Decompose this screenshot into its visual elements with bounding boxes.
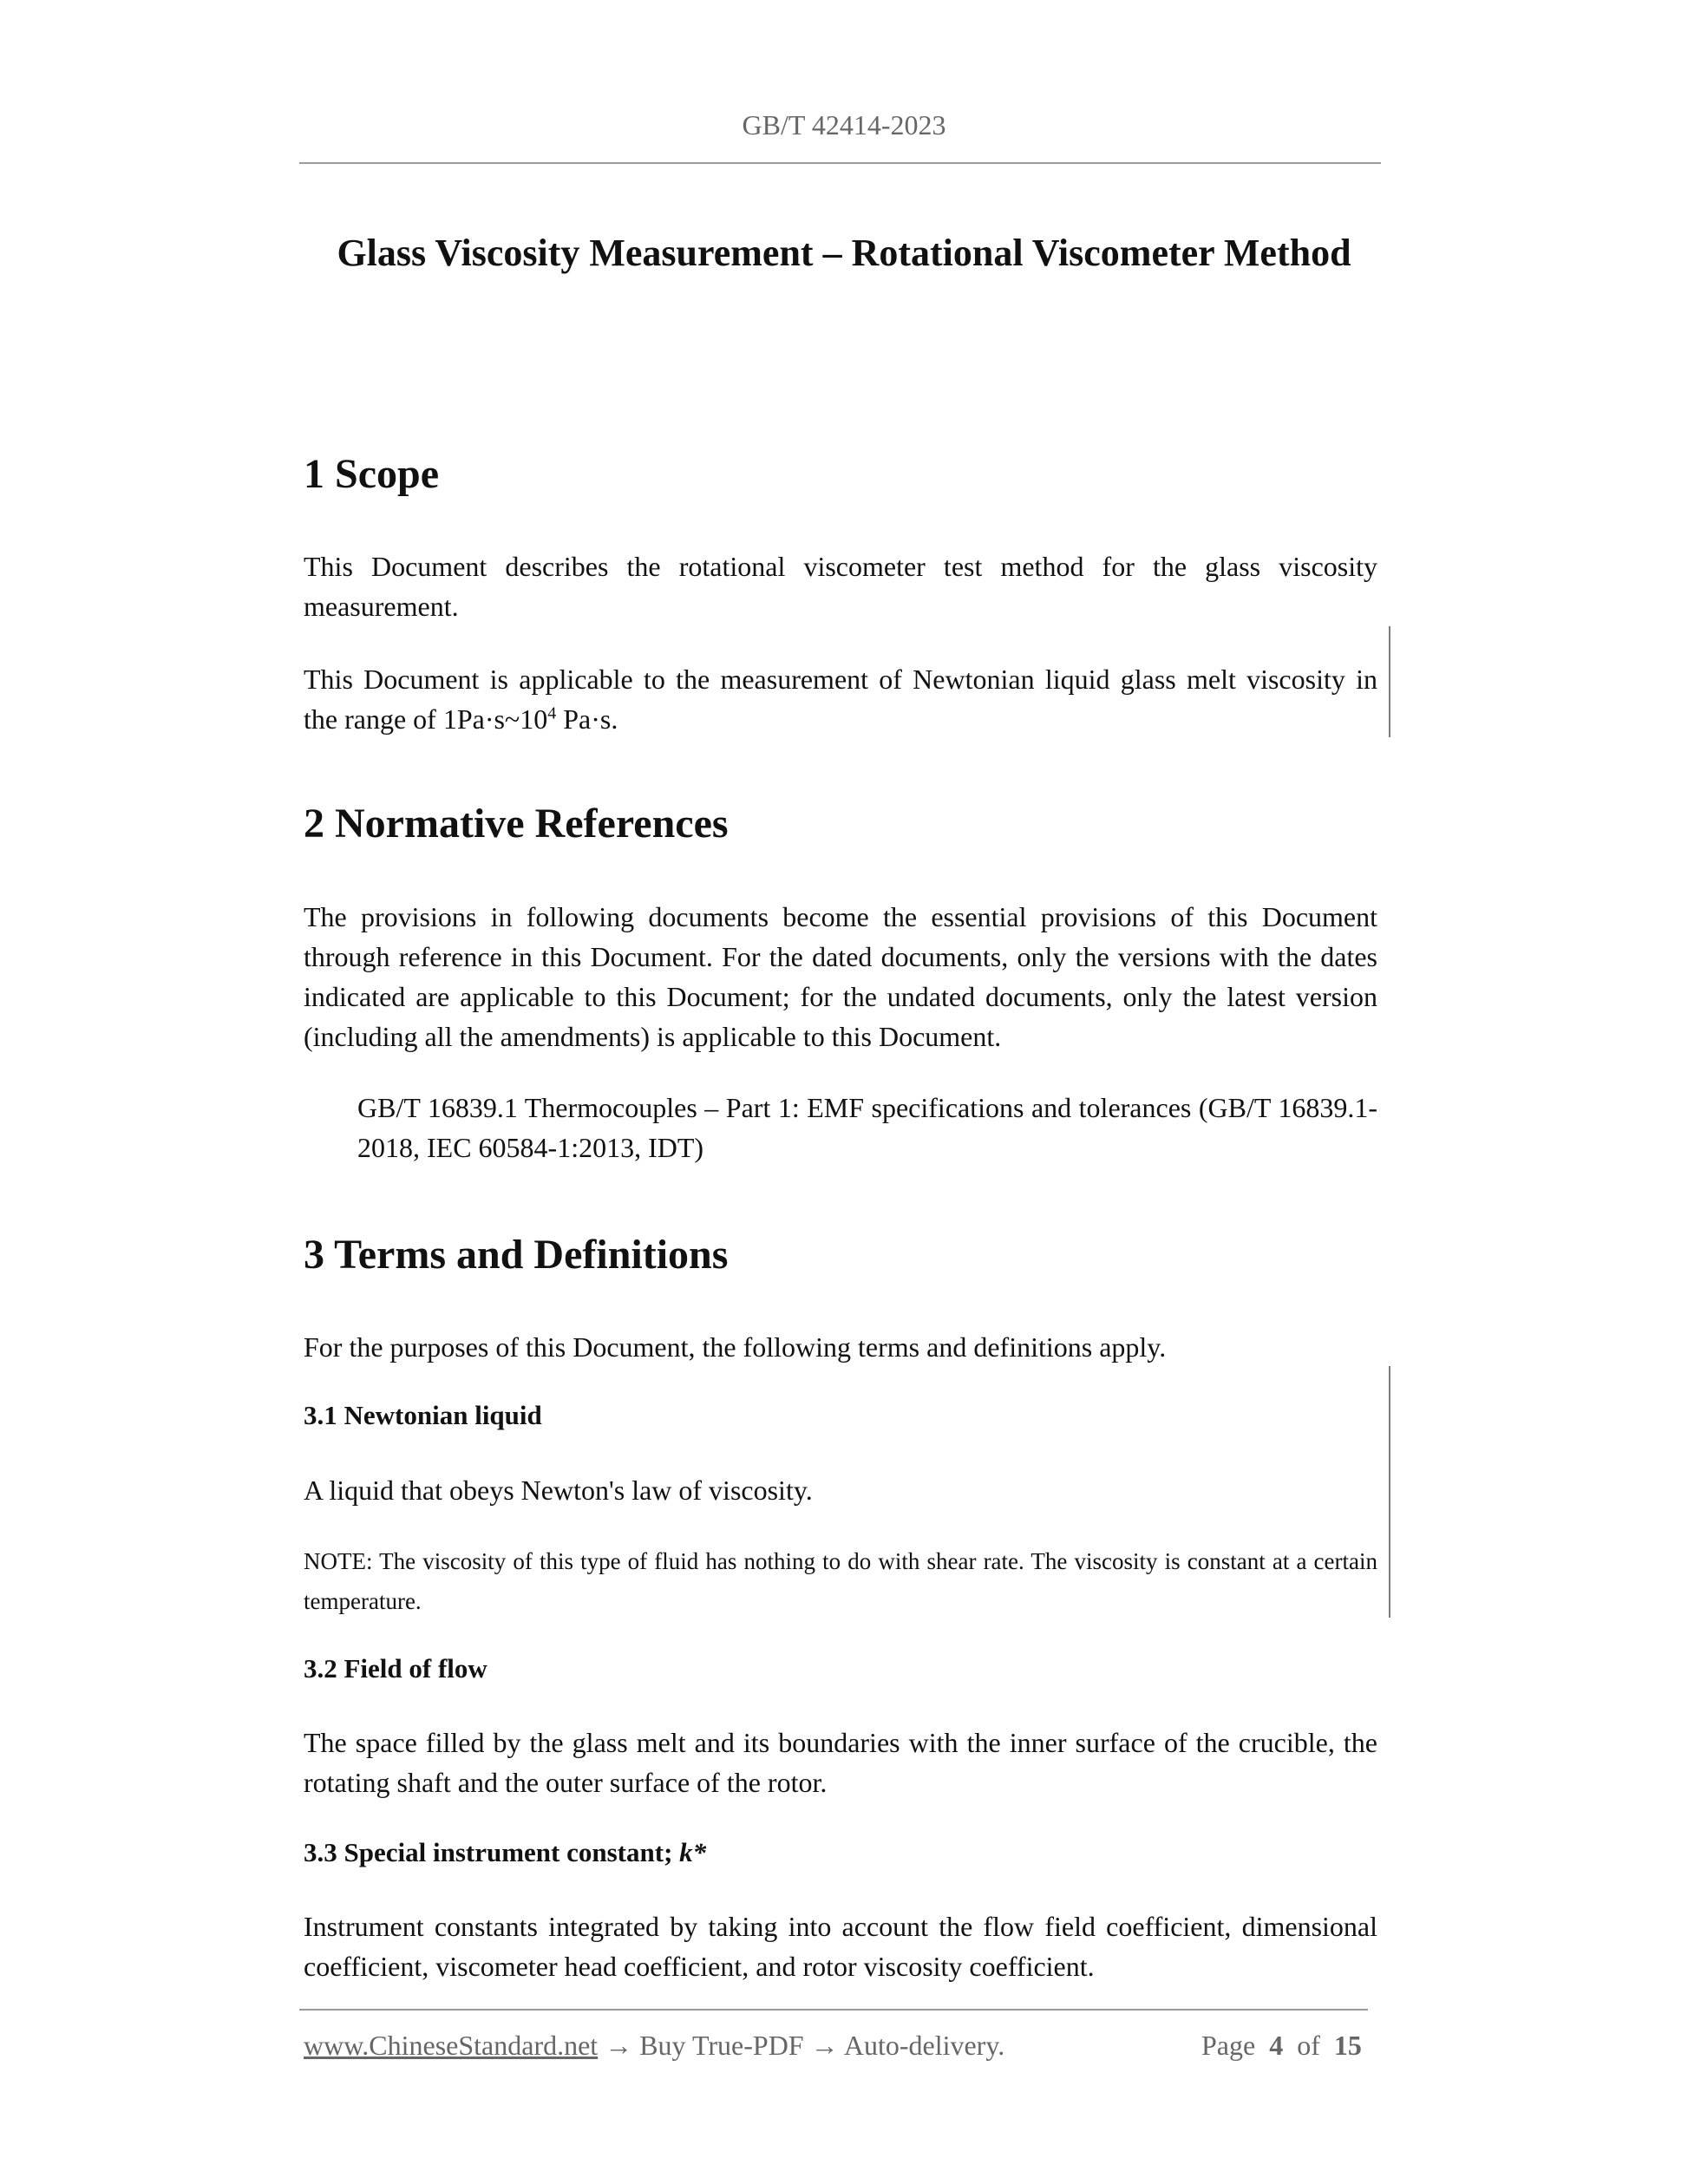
term-3-3-definition: Instrument constants integrated by taking into account the flow field coefficient, dimensional coefficient, viscometer head coefficient, and rotor viscosity coefficient. — [304, 1911, 1377, 1982]
term-3-1-definition: A liquid that obeys Newton's law of viscosity. — [304, 1475, 813, 1506]
normative-reference-item: GB/T 16839.1 Thermocouples – Part 1: EMF specifications and tolerances (GB/T 16839.1-2018, IEC 60584-1:2013, IDT) — [357, 1092, 1377, 1163]
footer-buy-text: Buy True-PDF — [639, 2030, 804, 2061]
term-3-1-note: NOTE: The viscosity of this type of fluid has nothing to do with shear rate. The viscosity is constant at a certain temperature. — [304, 1548, 1377, 1614]
term-3-3-title — [304, 1837, 706, 1868]
terms-intro: For the purposes of this Document, the following terms and definitions apply. — [304, 1331, 1167, 1363]
term-3-2-definition: The space filled by the glass melt and its boundaries with the inner surface of the crucible, the rotating shaft and the outer surface of the rotor. — [304, 1727, 1377, 1798]
section-heading-normative-references: 2 Normative References — [304, 801, 729, 847]
scope-paragraph-2 — [304, 659, 1377, 739]
scope-range-text: the range of 1Pa·s~10 — [304, 703, 548, 735]
arrow-right-icon: → — [810, 2030, 839, 2061]
section-heading-scope: 1 Scope — [304, 451, 439, 497]
footer-delivery-text: Auto-delivery. — [843, 2030, 1005, 2061]
term-3-1-title: 3.1 Newtonian liquid — [304, 1400, 542, 1430]
arrow-right-icon: → — [605, 2030, 633, 2061]
section-heading-terms-definitions: 3 Terms and Definitions — [304, 1232, 729, 1278]
footer-divider — [299, 2009, 1368, 2011]
scope-range-exponent: 4 — [547, 703, 557, 723]
term-3-3-symbol: k* — [679, 1837, 707, 1867]
scope-paragraph-1: This Document describes the rotational viscometer test method for the glass viscosity measurement. — [304, 551, 1377, 622]
scope-paragraph-2-line-2 — [304, 699, 1377, 739]
normative-paragraph: The provisions in following documents become the essential provisions of this Document through reference in this Document. For the dated documents, only the versions with the dates indicated are applicable to this Document; for the undated documents, only the latest version (including all the amendments) is applicable to this Document. — [304, 901, 1377, 1052]
term-3-3-title-text: 3.3 Special instrument constant; — [304, 1837, 680, 1867]
page-number: 4 — [1269, 2030, 1284, 2061]
page-total: 15 — [1333, 2030, 1362, 2061]
scope-range-unit: Pa·s. — [556, 703, 618, 735]
revision-bar — [1389, 626, 1390, 737]
term-3-2-title: 3.2 Field of flow — [304, 1653, 487, 1684]
of-label: of — [1297, 2030, 1320, 2061]
page-indicator — [1201, 2030, 1362, 2062]
footer-promo — [304, 2030, 1004, 2062]
header-standard-code: GB/T 42414-2023 — [742, 109, 946, 141]
scope-paragraph-2-line-1: This Document is applicable to the measurement of Newtonian liquid glass melt viscosity in — [304, 664, 1377, 695]
document-title: Glass Viscosity Measurement – Rotational Viscometer Method — [337, 232, 1351, 274]
footer-site-link[interactable]: www.ChineseStandard.net — [304, 2030, 599, 2061]
page-label: Page — [1201, 2030, 1256, 2061]
header-divider — [299, 162, 1381, 164]
revision-bar — [1389, 1366, 1390, 1618]
